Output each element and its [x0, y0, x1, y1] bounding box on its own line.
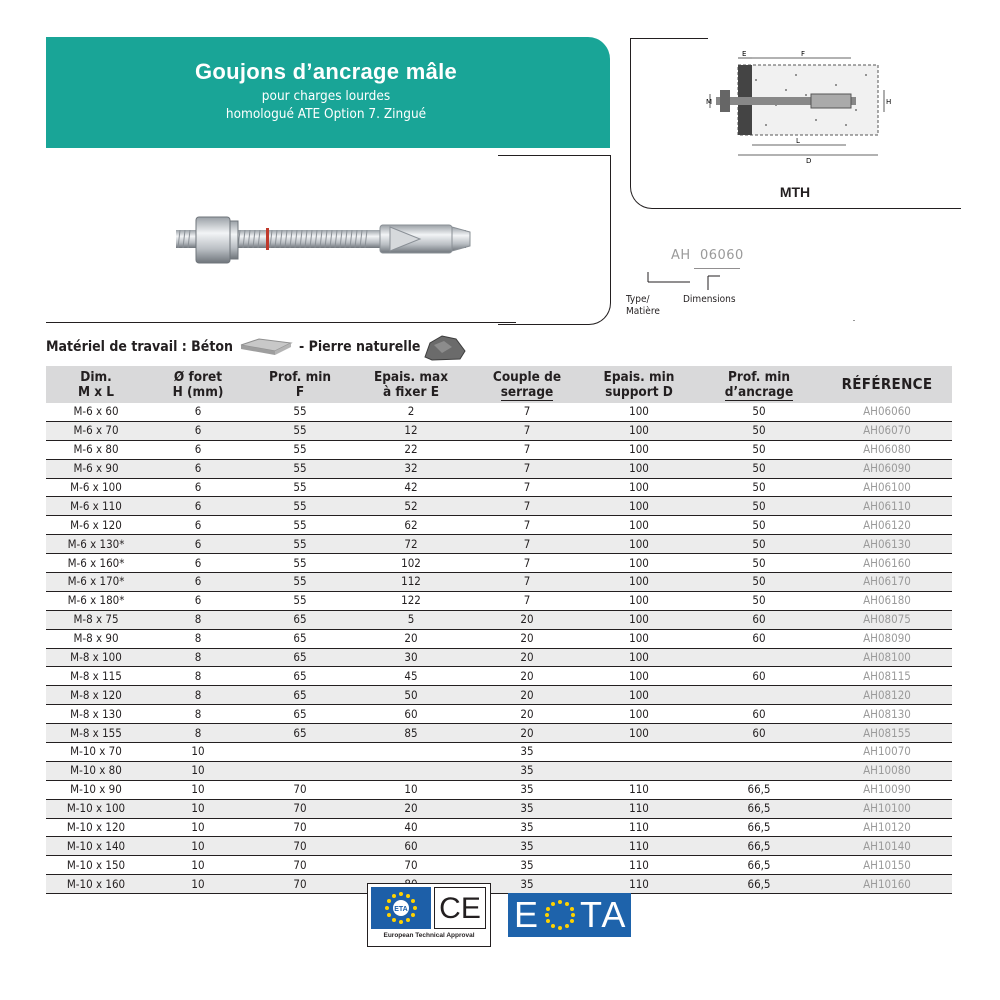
- ce-mark: CE: [434, 887, 486, 929]
- table-cell: 66,5: [696, 818, 822, 837]
- reference-cell: AH06120: [822, 516, 952, 535]
- table-cell: M-10 x 70: [46, 743, 146, 762]
- table-cell: 100: [582, 629, 696, 648]
- table-cell: 20: [472, 667, 582, 686]
- table-cell: 8: [146, 705, 250, 724]
- eota-logo: [508, 893, 631, 937]
- table-cell: 42: [350, 478, 472, 497]
- col-header-min-support: Epais. min support D: [582, 366, 696, 403]
- table-cell: 10: [146, 818, 250, 837]
- reference-cell: AH06090: [822, 459, 952, 478]
- table-cell: 100: [582, 591, 696, 610]
- table-cell: 66,5: [696, 780, 822, 799]
- table-row: [46, 780, 952, 799]
- table-cell: M-6 x 60: [46, 403, 146, 421]
- table-cell: 112: [350, 573, 472, 592]
- table-cell: 7: [472, 459, 582, 478]
- reference-cell: AH06080: [822, 440, 952, 459]
- table-cell: 35: [472, 780, 582, 799]
- table-cell: [696, 743, 822, 762]
- table-cell: 65: [250, 667, 350, 686]
- table-cell: 100: [582, 686, 696, 705]
- table-row: [46, 724, 952, 743]
- table-cell: 7: [472, 403, 582, 421]
- table-row: [46, 837, 952, 856]
- table-cell: 7: [472, 516, 582, 535]
- table-cell: 122: [350, 591, 472, 610]
- table-cell: 20: [472, 610, 582, 629]
- table-cell: 110: [582, 799, 696, 818]
- table-cell: 20: [472, 686, 582, 705]
- table-row: [46, 818, 952, 837]
- table-cell: [250, 743, 350, 762]
- table-cell: 20: [472, 705, 582, 724]
- table-cell: 70: [250, 780, 350, 799]
- reference-cell: AH06160: [822, 554, 952, 573]
- table-cell: 85: [350, 724, 472, 743]
- table-cell: 12: [350, 421, 472, 440]
- table-cell: 55: [250, 421, 350, 440]
- table-cell: [582, 761, 696, 780]
- natural-stone-icon: [422, 333, 468, 361]
- table-cell: 10: [146, 837, 250, 856]
- table-cell: 6: [146, 440, 250, 459]
- table-cell: 50: [696, 535, 822, 554]
- reference-cell: AH06060: [822, 403, 952, 421]
- table-row: [46, 497, 952, 516]
- table-cell: 35: [472, 856, 582, 875]
- table-cell: M-8 x 75: [46, 610, 146, 629]
- col-header-drill-diameter: Ø foret H (mm): [146, 366, 250, 403]
- dim-f-label: F: [801, 50, 806, 58]
- table-cell: 70: [250, 875, 350, 894]
- concrete-icon: [237, 335, 295, 359]
- table-cell: M-6 x 110: [46, 497, 146, 516]
- table-cell: 6: [146, 421, 250, 440]
- table-cell: M-6 x 130*: [46, 535, 146, 554]
- dim-m-label: M: [706, 98, 713, 106]
- table-cell: 70: [250, 856, 350, 875]
- table-cell: [350, 761, 472, 780]
- table-cell: 8: [146, 648, 250, 667]
- table-row: [46, 761, 952, 780]
- reference-cell: AH08130: [822, 705, 952, 724]
- table-cell: 5: [350, 610, 472, 629]
- table-cell: 100: [582, 610, 696, 629]
- table-cell: 60: [696, 667, 822, 686]
- table-cell: 10: [146, 761, 250, 780]
- reference-cell: AH06110: [822, 497, 952, 516]
- table-cell: M-8 x 100: [46, 648, 146, 667]
- dim-e-label: E: [742, 50, 747, 58]
- table-cell: M-6 x 100: [46, 478, 146, 497]
- reference-cell: AH08090: [822, 629, 952, 648]
- table-cell: 10: [146, 780, 250, 799]
- table-cell: 55: [250, 403, 350, 421]
- table-cell: 10: [146, 856, 250, 875]
- table-cell: 35: [472, 761, 582, 780]
- table-cell: M-10 x 120: [46, 818, 146, 837]
- reference-cell: AH08075: [822, 610, 952, 629]
- table-cell: 55: [250, 573, 350, 592]
- col-header-torque: Couple de serrage: [472, 366, 582, 403]
- table-cell: 6: [146, 403, 250, 421]
- table-row: [46, 856, 952, 875]
- table-cell: M-8 x 115: [46, 667, 146, 686]
- table-cell: 20: [472, 724, 582, 743]
- table-cell: 60: [350, 837, 472, 856]
- table-row: [46, 459, 952, 478]
- table-cell: 35: [472, 818, 582, 837]
- dimensions-label: Dimensions: [683, 294, 736, 305]
- table-cell: 40: [350, 818, 472, 837]
- table-cell: 35: [472, 837, 582, 856]
- table-cell: 65: [250, 648, 350, 667]
- table-cell: 55: [250, 478, 350, 497]
- table-cell: 35: [472, 875, 582, 894]
- reference-cell: AH06170: [822, 573, 952, 592]
- table-cell: M-6 x 120: [46, 516, 146, 535]
- anchor-bolt-image: [168, 205, 488, 275]
- table-cell: 10: [146, 875, 250, 894]
- code-number: 06060: [699, 248, 744, 263]
- table-cell: 100: [582, 421, 696, 440]
- stray-mark: [853, 320, 855, 321]
- table-row: [46, 403, 952, 421]
- table-cell: 55: [250, 516, 350, 535]
- table-cell: 32: [350, 459, 472, 478]
- table-cell: 22: [350, 440, 472, 459]
- table-cell: 50: [350, 686, 472, 705]
- reference-cell: AH06180: [822, 591, 952, 610]
- table-cell: 8: [146, 724, 250, 743]
- reference-cell: AH08115: [822, 667, 952, 686]
- table-cell: 70: [350, 856, 472, 875]
- table-cell: 7: [472, 573, 582, 592]
- col-header-reference: RÉFÉRENCE: [822, 366, 952, 403]
- reference-cell: AH06070: [822, 421, 952, 440]
- table-cell: 100: [582, 516, 696, 535]
- table-cell: M-10 x 100: [46, 799, 146, 818]
- eota-star-ring-icon: [542, 897, 578, 933]
- eta-mark-text: ETA: [394, 906, 408, 913]
- table-cell: 102: [350, 554, 472, 573]
- table-cell: M-6 x 180*: [46, 591, 146, 610]
- table-row: [46, 648, 952, 667]
- table-cell: 50: [696, 440, 822, 459]
- table-cell: 50: [696, 403, 822, 421]
- reference-cell: AH08100: [822, 648, 952, 667]
- table-cell: 100: [582, 705, 696, 724]
- table-cell: 30: [350, 648, 472, 667]
- header-banner: [46, 37, 610, 148]
- reference-cell: AH10080: [822, 761, 952, 780]
- table-cell: 100: [582, 403, 696, 421]
- table-cell: 66,5: [696, 799, 822, 818]
- type-material-label: Type/ Matière: [626, 294, 660, 317]
- table-cell: 10: [146, 743, 250, 762]
- table-cell: 70: [250, 837, 350, 856]
- table-cell: 110: [582, 837, 696, 856]
- table-cell: 100: [582, 554, 696, 573]
- table-cell: [696, 686, 822, 705]
- table-cell: 20: [472, 648, 582, 667]
- table-row: [46, 535, 952, 554]
- specifications-table: [46, 366, 952, 894]
- table-cell: [250, 761, 350, 780]
- table-cell: 55: [250, 459, 350, 478]
- table-cell: M-6 x 90: [46, 459, 146, 478]
- page-subtitle-load: pour charges lourdes: [261, 88, 391, 104]
- table-cell: 110: [582, 875, 696, 894]
- table-row: [46, 516, 952, 535]
- reference-cell: AH06130: [822, 535, 952, 554]
- table-cell: M-10 x 80: [46, 761, 146, 780]
- table-cell: 7: [472, 535, 582, 554]
- reference-cell: AH10140: [822, 837, 952, 856]
- table-cell: 52: [350, 497, 472, 516]
- table-cell: 50: [696, 497, 822, 516]
- table-cell: 100: [582, 497, 696, 516]
- reference-cell: AH10090: [822, 780, 952, 799]
- table-cell: 66,5: [696, 837, 822, 856]
- col-header-anchor-depth: Prof. min d’ancrage: [696, 366, 822, 403]
- table-row: [46, 478, 952, 497]
- col-header-dim: Dim. M x L: [46, 366, 146, 403]
- table-cell: 7: [472, 554, 582, 573]
- reference-cell: AH06100: [822, 478, 952, 497]
- table-cell: 100: [582, 459, 696, 478]
- table-cell: 100: [582, 648, 696, 667]
- materials-line: [46, 333, 468, 361]
- table-cell: 50: [696, 554, 822, 573]
- reference-cell: AH08120: [822, 686, 952, 705]
- table-cell: 6: [146, 535, 250, 554]
- table-cell: [696, 761, 822, 780]
- table-cell: 10: [146, 799, 250, 818]
- table-cell: 50: [696, 516, 822, 535]
- table-cell: 60: [696, 724, 822, 743]
- table-cell: 6: [146, 478, 250, 497]
- table-cell: 70: [250, 799, 350, 818]
- reference-cell: AH08155: [822, 724, 952, 743]
- reference-cell: AH10160: [822, 875, 952, 894]
- diagram-label: MTH: [779, 184, 811, 200]
- table-cell: 7: [472, 478, 582, 497]
- photo-frame-border: [498, 155, 611, 325]
- table-cell: 50: [696, 573, 822, 592]
- table-cell: 6: [146, 459, 250, 478]
- table-cell: 110: [582, 780, 696, 799]
- table-cell: 50: [696, 591, 822, 610]
- col-header-max-thickness: Epais. max à fixer E: [350, 366, 472, 403]
- table-cell: 55: [250, 554, 350, 573]
- reference-cell: AH10120: [822, 818, 952, 837]
- table-cell: 100: [582, 724, 696, 743]
- table-cell: M-6 x 160*: [46, 554, 146, 573]
- code-prefix: AH: [671, 248, 691, 263]
- table-cell: 100: [582, 667, 696, 686]
- table-cell: 50: [696, 421, 822, 440]
- table-cell: 7: [472, 421, 582, 440]
- table-cell: [582, 743, 696, 762]
- table-cell: 50: [696, 478, 822, 497]
- table-cell: 65: [250, 686, 350, 705]
- reference-cell: AH10150: [822, 856, 952, 875]
- table-cell: 55: [250, 535, 350, 554]
- eu-stars-icon: [371, 887, 431, 929]
- photo-frame-baseline: [46, 322, 516, 323]
- table-cell: 6: [146, 516, 250, 535]
- table-cell: 110: [582, 818, 696, 837]
- table-row: [46, 554, 952, 573]
- table-cell: 60: [696, 629, 822, 648]
- table-cell: 60: [350, 705, 472, 724]
- table-cell: 100: [582, 535, 696, 554]
- table-cell: 110: [582, 856, 696, 875]
- table-cell: M-10 x 90: [46, 780, 146, 799]
- page-title: Goujons d’ancrage mâle: [194, 59, 458, 84]
- dim-h-label: H: [886, 98, 891, 106]
- table-cell: 65: [250, 724, 350, 743]
- installation-diagram: [706, 50, 891, 165]
- table-cell: 6: [146, 591, 250, 610]
- table-row: [46, 573, 952, 592]
- table-cell: [696, 648, 822, 667]
- table-cell: 20: [350, 799, 472, 818]
- reference-cell: AH10100: [822, 799, 952, 818]
- table-row: [46, 799, 952, 818]
- reference-code-example: [671, 248, 744, 263]
- table-row: [46, 440, 952, 459]
- table-cell: 6: [146, 554, 250, 573]
- table-cell: 6: [146, 497, 250, 516]
- table-cell: M-10 x 160: [46, 875, 146, 894]
- eota-e: E: [514, 894, 541, 935]
- table-cell: 35: [472, 743, 582, 762]
- table-row: [46, 610, 952, 629]
- table-cell: 100: [582, 478, 696, 497]
- table-cell: 10: [350, 780, 472, 799]
- table-cell: 100: [582, 440, 696, 459]
- table-row: [46, 875, 952, 894]
- table-cell: 100: [582, 573, 696, 592]
- table-cell: M-8 x 130: [46, 705, 146, 724]
- table-cell: 65: [250, 705, 350, 724]
- table-cell: 20: [472, 629, 582, 648]
- table-row: [46, 591, 952, 610]
- table-cell: 65: [250, 610, 350, 629]
- table-cell: 55: [250, 591, 350, 610]
- page-subtitle-approval: homologué ATE Option 7. Zingué: [225, 106, 427, 122]
- table-cell: 35: [472, 799, 582, 818]
- table-row: [46, 667, 952, 686]
- table-cell: 8: [146, 610, 250, 629]
- table-cell: M-8 x 120: [46, 686, 146, 705]
- table-cell: 72: [350, 535, 472, 554]
- dim-d-label: D: [806, 157, 812, 165]
- table-row: [46, 743, 952, 762]
- table-cell: 7: [472, 440, 582, 459]
- reference-cell: AH10070: [822, 743, 952, 762]
- eta-approval-logo: [367, 883, 491, 947]
- table-cell: 50: [696, 459, 822, 478]
- table-header-row: [46, 366, 952, 403]
- table-cell: M-6 x 70: [46, 421, 146, 440]
- eta-caption: European Technical Approval: [383, 932, 475, 939]
- table-cell: 20: [350, 629, 472, 648]
- materials-separator: - Pierre naturelle: [298, 339, 421, 355]
- table-cell: 62: [350, 516, 472, 535]
- table-cell: M-6 x 80: [46, 440, 146, 459]
- table-cell: M-10 x 140: [46, 837, 146, 856]
- table-cell: 70: [250, 818, 350, 837]
- table-cell: 2: [350, 403, 472, 421]
- table-cell: M-10 x 150: [46, 856, 146, 875]
- dim-l-label: L: [796, 137, 800, 145]
- table-cell: 60: [696, 705, 822, 724]
- table-cell: 60: [696, 610, 822, 629]
- table-cell: M-6 x 170*: [46, 573, 146, 592]
- table-cell: 55: [250, 497, 350, 516]
- table-cell: 8: [146, 686, 250, 705]
- col-header-min-depth: Prof. min F: [250, 366, 350, 403]
- table-row: [46, 629, 952, 648]
- table-cell: 7: [472, 497, 582, 516]
- eota-ta: TA: [580, 894, 628, 935]
- table-row: [46, 705, 952, 724]
- table-cell: M-8 x 155: [46, 724, 146, 743]
- table-cell: 65: [250, 629, 350, 648]
- table-cell: 55: [250, 440, 350, 459]
- table-cell: 66,5: [696, 856, 822, 875]
- table-cell: 66,5: [696, 875, 822, 894]
- table-cell: [350, 743, 472, 762]
- table-row: [46, 421, 952, 440]
- table-cell: 45: [350, 667, 472, 686]
- table-row: [46, 686, 952, 705]
- table-cell: 7: [472, 591, 582, 610]
- materials-prefix: Matériel de travail : Béton: [46, 339, 233, 355]
- table-cell: 8: [146, 629, 250, 648]
- table-cell: 8: [146, 667, 250, 686]
- table-cell: M-8 x 90: [46, 629, 146, 648]
- table-cell: 6: [146, 573, 250, 592]
